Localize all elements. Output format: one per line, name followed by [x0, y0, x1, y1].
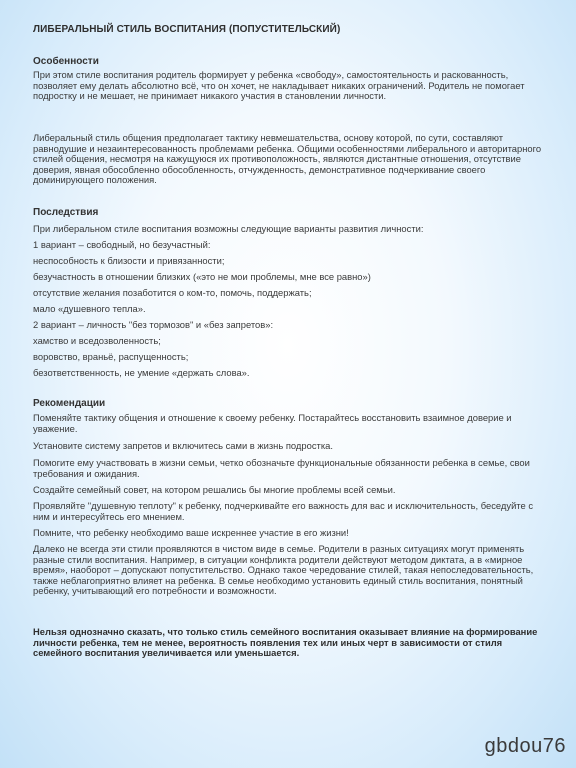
recommendation-paragraph: Помогите ему участвовать в жизни семьи, четко обозначьте функциональные обязанности ребенка в семье, свои требования и ожидания. [33, 457, 530, 479]
recommendation-paragraph: Создайте семейный совет, на котором решались бы многие проблемы всей семьи. [33, 484, 396, 495]
consequences-line: 2 вариант – личность "без тормозов" и «без запретов»: [33, 319, 274, 330]
consequences-line: безответственность, не умение «держать слова». [33, 367, 250, 378]
recommendation-paragraph: Поменяйте тактику общения и отношение к своему ребенку. Постарайтесь восстановить взаимное доверие и уважение. [33, 412, 512, 434]
recommendation-paragraph: Помните, что ребенку необходимо ваше искреннее участие в его жизни! [33, 527, 349, 538]
recommendation-paragraph: Далеко не всегда эти стили проявляются в чистом виде в семье. Родители в разных ситуациях могут применять разные стили воспитания. Например, в ситуации конфликта родители действуют методом диктата, а в «мирное время», наоборот – допускают попустительство. Однако такое чередование стилей, такая непоследовательность, также неблагоприятно влияет на ребенка. В семье необходимо установить единый стиль воспитания, понятный ребенку, учитывающий его потребности и возможности. [33, 543, 534, 597]
conclusion-paragraph: Нельзя однозначно сказать, что только стиль семейного воспитания оказывает влияние на формирование личности ребенка, тем не менее, вероятность появления тех или иных черт в зависимости от стиля семейного воспитания увеличивается или уменьшается. [33, 626, 538, 659]
consequences-line: отсутствие желания позаботится о ком-то, помочь, поддержать; [33, 287, 312, 298]
consequences-line: неспособность к близости и привязанности; [33, 255, 225, 266]
consequences-line: хамство и вседозволенность; [33, 335, 161, 346]
consequences-line: 1 вариант – свободный, но безучастный: [33, 239, 211, 250]
page-title: ЛИБЕРАЛЬНЫЙ СТИЛЬ ВОСПИТАНИЯ (ПОПУСТИТЕЛЬСКИЙ) [33, 24, 341, 35]
recommendation-paragraph: Установите систему запретов и включитесь сами в жизнь подростка. [33, 440, 333, 451]
features-heading: Особенности [33, 56, 99, 67]
features-paragraph-1: При этом стиле воспитания родитель формирует у ребенка «свободу», самостоятельность и раскованность, позволяет ему делать абсолютно всё, что он хочет, не накладывает никаких ограничений. Родитель не помогает подростку и не мешает, не принимает никакого участия в становлении личности. [33, 69, 525, 102]
consequences-line: мало «душевного тепла». [33, 303, 146, 314]
recommendations-heading: Рекомендации [33, 398, 106, 409]
consequences-heading: Последствия [33, 207, 99, 218]
watermark-text: gbdou76 [484, 735, 566, 757]
consequences-line: воровство, враньё, распущенность; [33, 351, 189, 362]
consequences-line: При либеральном стиле воспитания возможны следующие варианты развития личности: [33, 223, 424, 234]
recommendation-paragraph: Проявляйте "душевную теплоту" к ребенку, подчеркивайте его важность для вас и исключительность, беседуйте с ним и интересуйтесь его мнением. [33, 500, 534, 522]
features-paragraph-2: Либеральный стиль общения предполагает тактику невмешательства, основу которой, по сути, составляют равнодушие и незаинтересованность проблемами ребенка. Общими особенностями либерального и авторитарного стилей общения, несмотря на кажущуюся их противоположность, являются дистантные отношения, отсутствие доверия, явная обособленно обособленность, отчужденность, демонстративное подчеркивание своего доминирующего положения. [33, 132, 542, 186]
consequences-line: безучастность в отношении близких («это не мои проблемы, мне все равно») [33, 271, 371, 282]
